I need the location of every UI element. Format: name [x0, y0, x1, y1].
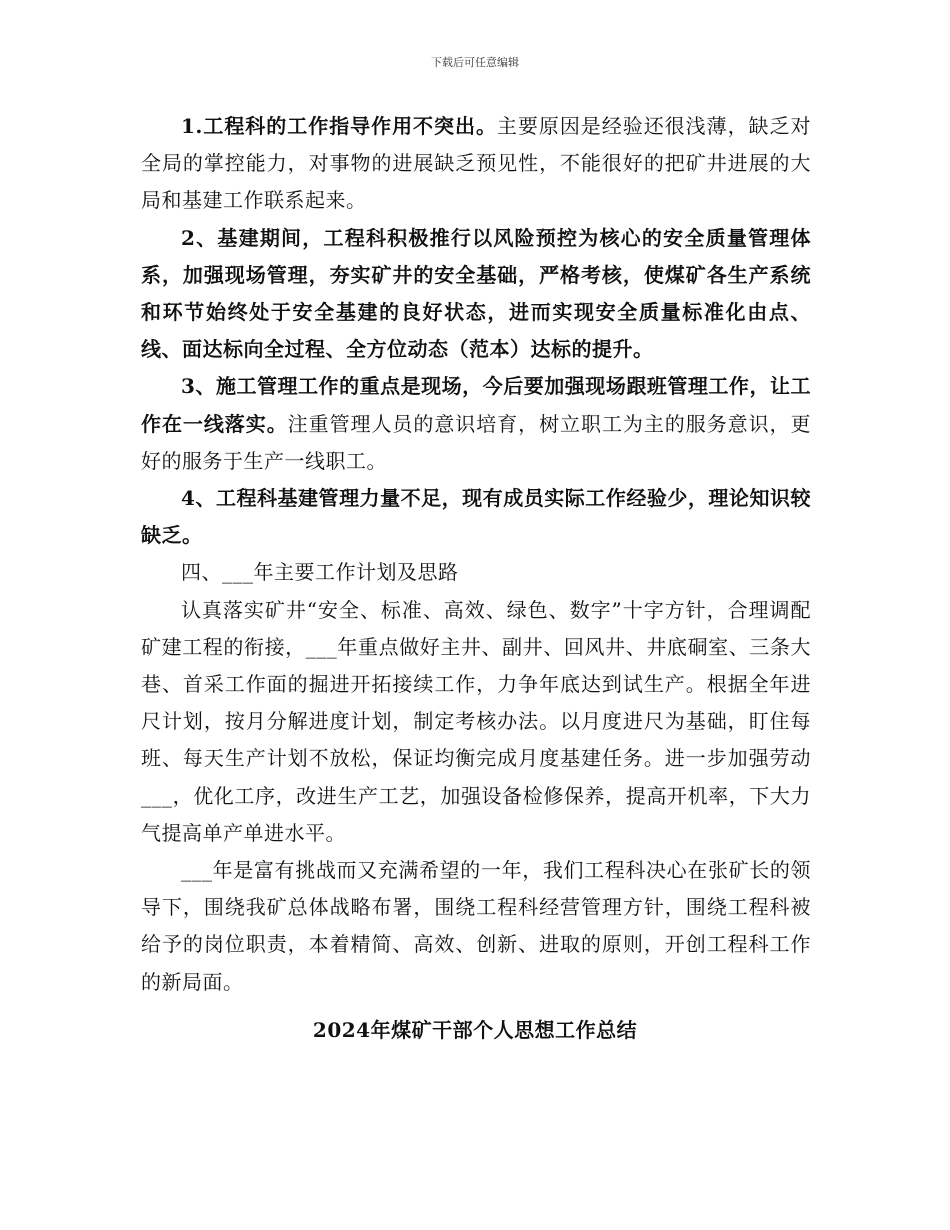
paragraph-3	[141, 368, 811, 480]
document-body	[141, 108, 811, 1001]
paragraph-3-text: 注重管理人员的意识培育，树立职工为主的服务意识，更好的服务于生产一线职工。	[141, 411, 812, 473]
paragraph-plan-text: 认真落实矿井“安全、标准、高效、绿色、数字”十字方针，合理调配矿建工程的衔接，___年重点做好主井、副井、回风井、井底硐室、三条大巷、首采工作面的掘进开拓接续工作，力争年底达到试生产。根据全年进尺计划，按月分解进度计划，制定考核办法。以月度进尺为基础，盯住每班、每天生产计划不放松，保证均衡完成月度基建任务。进一步加强劳动___，优化工序，改进生产工艺，加强设备检修保养，提高开机率，下大力气提高单产单进水平。	[141, 597, 811, 845]
paragraph-2-heading: 2、基建期间，工程科积极推行以风险预控为核心的安全质量管理体系，加强现场管理，夯实矿井的安全基础，严格考核，使煤矿各生产系统和环节始终处于安全基建的良好状态，进而实现安全质量标准化由点、线、面达标向全过程、全方位动态（范本）达标的提升。	[141, 225, 811, 362]
paragraph-closing-text: ___年是富有挑战而又充满希望的一年，我们工程科决心在张矿长的领导下，围绕我矿总体战略布署，围绕工程科经营管理方针，围绕工程科被给予的岗位职责，本着精简、高效、创新、进取的原则，开创工程科工作的新局面。	[141, 858, 811, 994]
paragraph-closing	[141, 852, 811, 1001]
section-heading	[141, 554, 811, 591]
section-heading-text: 四、___年主要工作计划及思路	[181, 560, 459, 585]
paragraph-1-text: 主要原因是经验还很浅薄，缺乏对全局的掌控能力，对事物的进展缺乏预见性，不能很好的把矿井进展的大局和基建工作联系起来。	[141, 114, 811, 213]
paragraph-4	[141, 480, 811, 554]
paragraph-1	[141, 108, 811, 220]
paragraph-1-heading: 1.工程科的工作指导作用不突出。	[181, 114, 497, 138]
paragraph-3-heading: 3、施工管理工作的重点是现场，今后要加强现场跟班管理工作，让工作在一线落实。	[141, 374, 811, 436]
paragraph-2	[141, 220, 811, 369]
header-note: 下载后可任意编辑	[431, 56, 519, 69]
paragraph-plan	[141, 592, 811, 852]
document-title: 2024年煤矿干部个人思想工作总结	[312, 1018, 638, 1042]
paragraph-4-heading: 4、工程科基建管理力量不足，现有成员实际工作经验少，理论知识较缺乏。	[141, 486, 811, 548]
